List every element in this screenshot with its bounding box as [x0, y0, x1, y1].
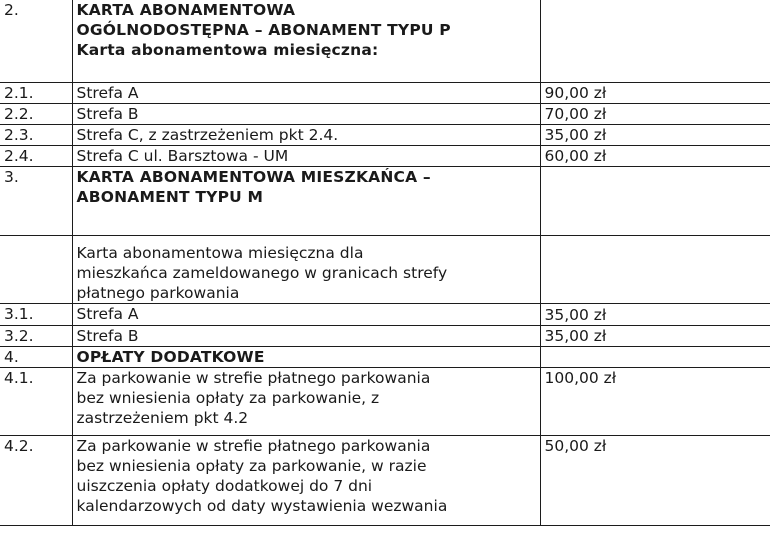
item-price: 100,00 zł	[540, 367, 770, 435]
item-number: 4.2.	[0, 435, 72, 525]
item-price: 90,00 zł	[540, 82, 770, 103]
table-row	[0, 124, 770, 145]
section-title: OPŁATY DODATKOWE	[72, 346, 540, 367]
item-number	[0, 235, 72, 303]
price-cell	[540, 0, 770, 82]
item-number: 2.4.	[0, 145, 72, 166]
section-title-line: OGÓLNODOSTĘPNA – ABONAMENT TYPU P	[76, 21, 451, 39]
item-price: 35,00 zł	[540, 124, 770, 145]
section-title-line: KARTA ABONAMENTOWA MIESZKAŃCA –	[76, 167, 431, 186]
description-line: Karta abonamentowa miesięczna dla	[76, 243, 364, 262]
table-row	[0, 0, 770, 82]
item-label: Strefa C ul. Barsztowa - UM	[72, 145, 540, 166]
item-price: 50,00 zł	[540, 435, 770, 525]
item-number: 2.2.	[0, 103, 72, 124]
table-row	[0, 303, 770, 325]
table-row	[0, 435, 770, 525]
description-line: Za parkowanie w strefie płatnego parkowania	[76, 436, 431, 455]
item-price: 60,00 zł	[540, 145, 770, 166]
section-number: 3.	[0, 166, 72, 235]
item-label: Strefa B	[72, 325, 540, 346]
item-price: 70,00 zł	[540, 103, 770, 124]
section-title-line: ABONAMENT TYPU M	[76, 187, 264, 206]
table-row	[0, 166, 770, 235]
price-cell	[540, 166, 770, 235]
section-title-line: KARTA ABONAMENTOWA	[76, 1, 296, 19]
section-number: 2.	[0, 0, 72, 82]
table-row	[0, 103, 770, 124]
price-cell	[540, 346, 770, 367]
price-cell	[540, 235, 770, 303]
item-label: Strefa A	[72, 303, 540, 325]
description-line: zastrzeżeniem pkt 4.2	[76, 408, 249, 427]
item-label: Strefa A	[72, 82, 540, 103]
section-description	[72, 235, 540, 303]
description-line: mieszkańca zameldowanego w granicach strefy	[76, 263, 448, 282]
table-row	[0, 82, 770, 103]
section-subtitle: Karta abonamentowa miesięczna:	[76, 41, 379, 59]
description-line: bez wniesienia opłaty za parkowanie, z	[76, 388, 380, 407]
item-label: Strefa B	[72, 103, 540, 124]
item-price: 35,00 zł	[540, 303, 770, 325]
item-description	[72, 435, 540, 525]
description-line: bez wniesienia opłaty za parkowanie, w razie	[76, 456, 427, 475]
item-number: 3.2.	[0, 325, 72, 346]
section-number: 4.	[0, 346, 72, 367]
section-title	[72, 166, 540, 235]
item-price: 35,00 zł	[540, 325, 770, 346]
item-label: Strefa C, z zastrzeżeniem pkt 2.4.	[72, 124, 540, 145]
description-line: uiszczenia opłaty dodatkowej do 7 dni	[76, 476, 373, 495]
description-line: kalendarzowych od daty wystawienia wezwania	[76, 496, 448, 515]
item-number: 3.1.	[0, 303, 72, 325]
table-row	[0, 235, 770, 303]
item-description	[72, 367, 540, 435]
item-number: 2.3.	[0, 124, 72, 145]
section-title	[72, 0, 540, 82]
table-row	[0, 346, 770, 367]
description-line: płatnego parkowania	[76, 283, 240, 302]
table-row	[0, 325, 770, 346]
item-number: 4.1.	[0, 367, 72, 435]
item-number: 2.1.	[0, 82, 72, 103]
description-line: Za parkowanie w strefie płatnego parkowania	[76, 368, 431, 387]
table-row	[0, 145, 770, 166]
table-row	[0, 367, 770, 435]
